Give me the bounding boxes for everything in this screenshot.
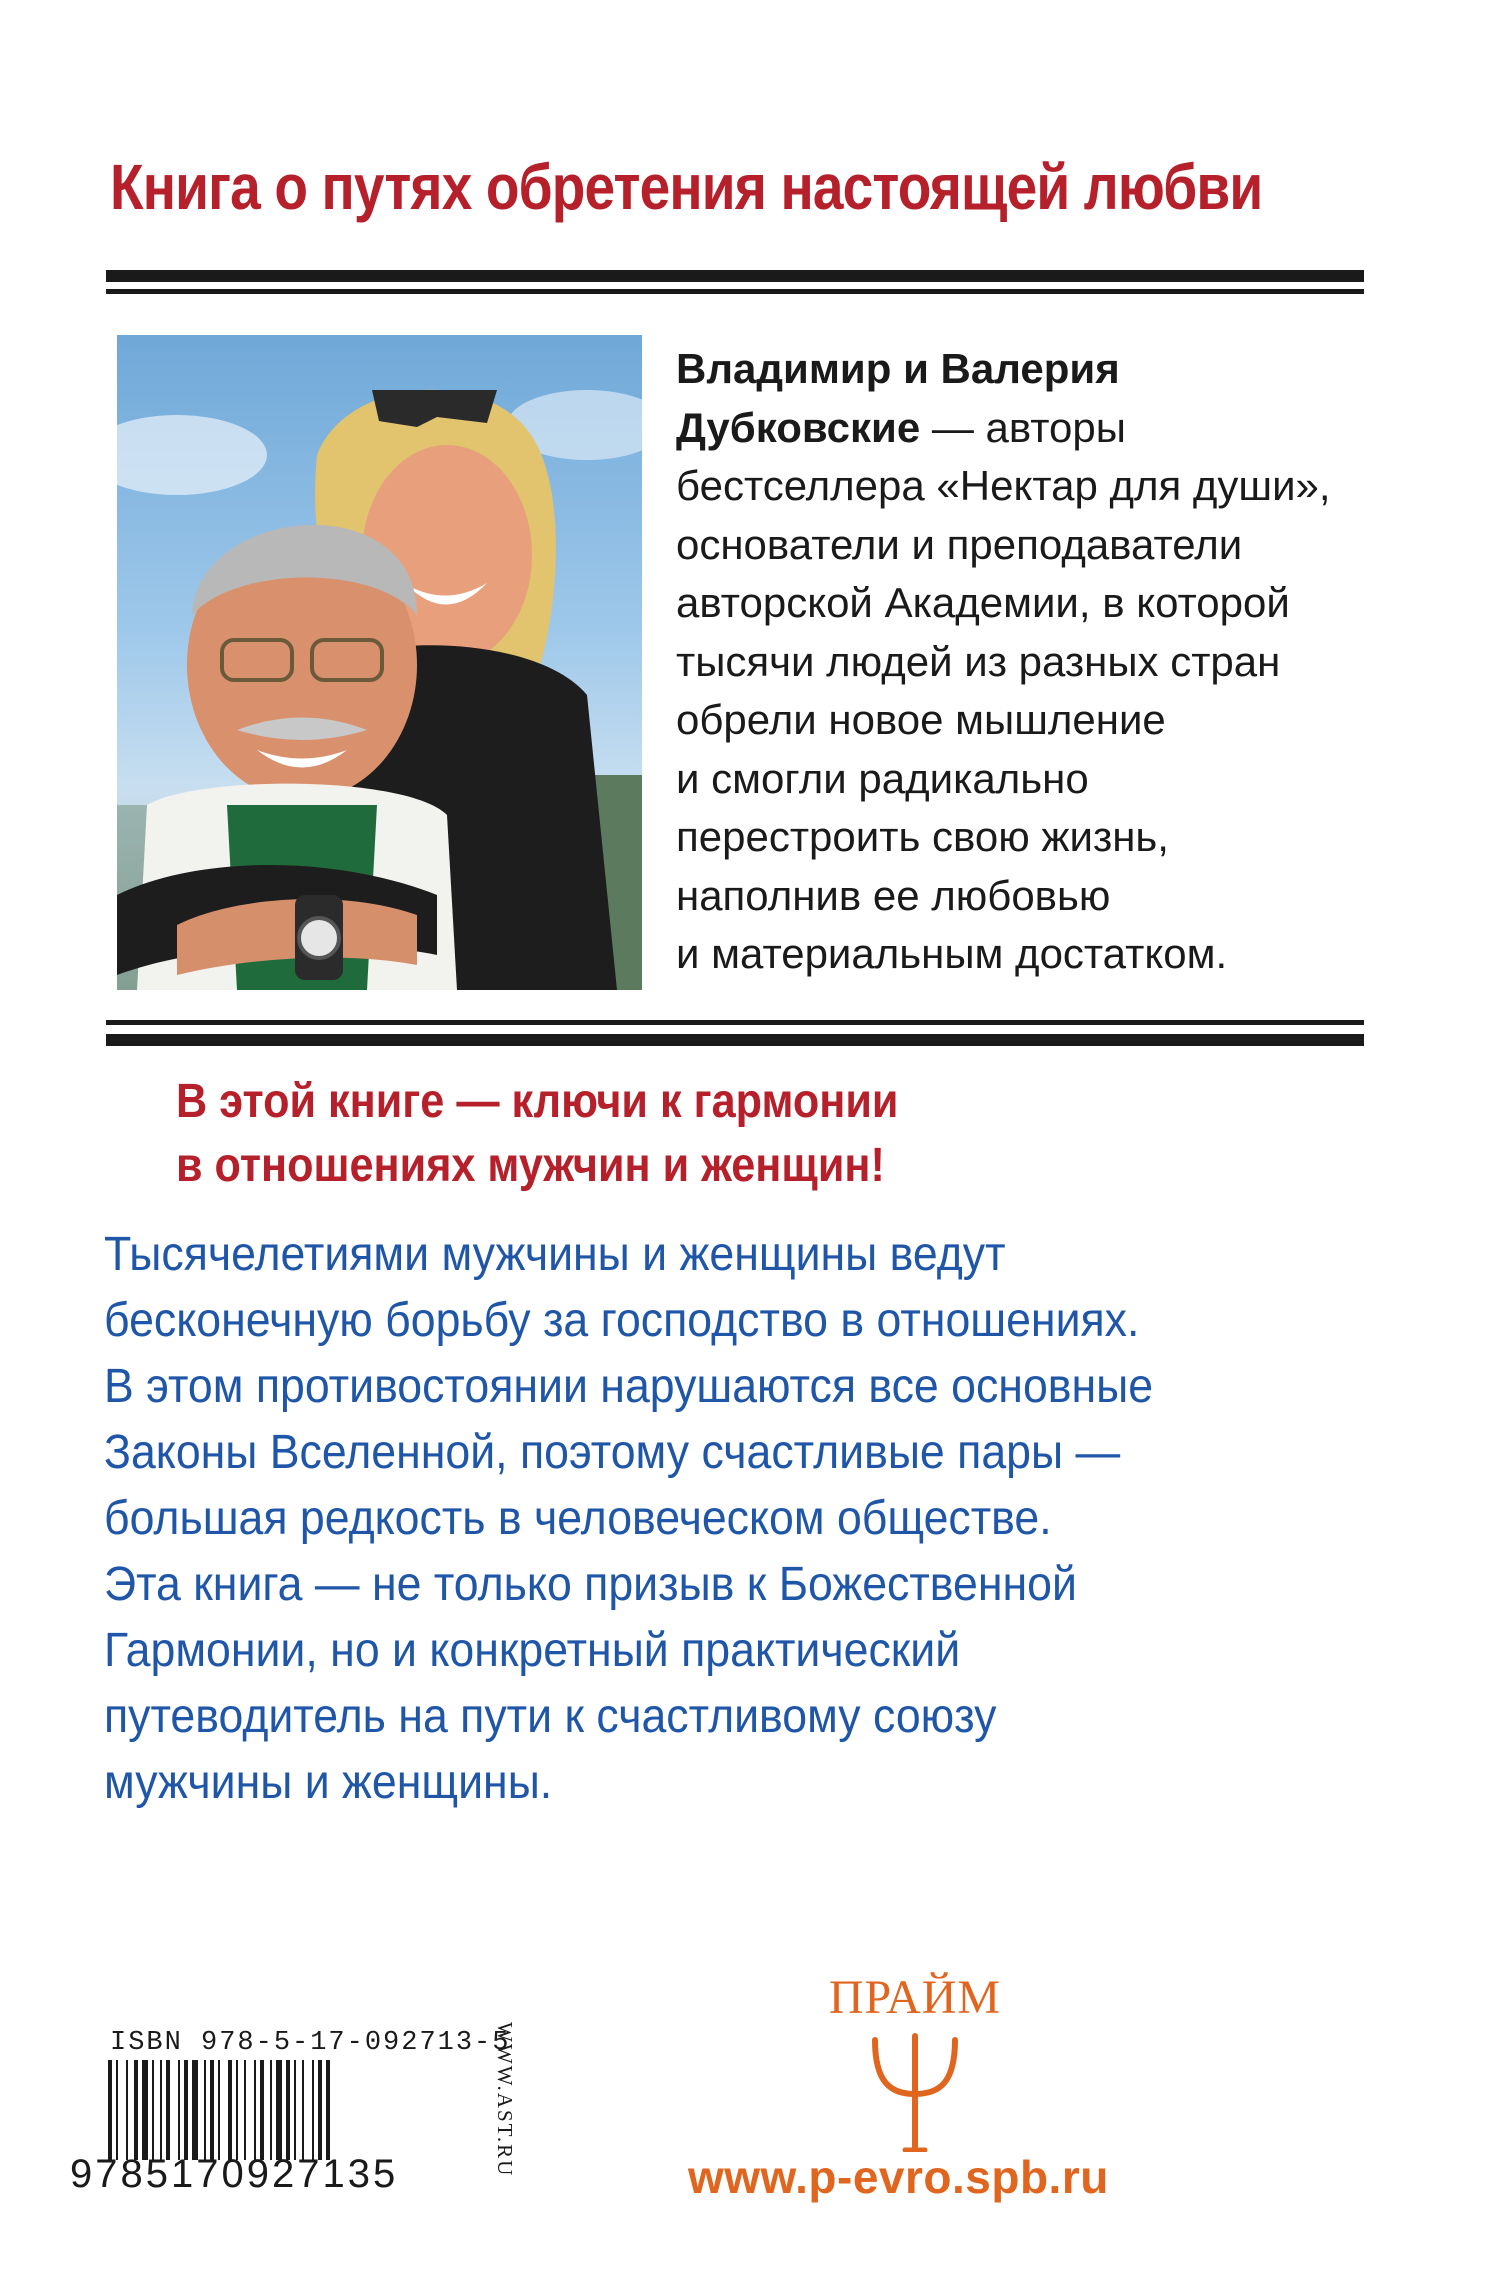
barcode-bar — [126, 2060, 128, 2160]
tagline-line: в отношениях мужчин и женщин! — [176, 1139, 885, 1192]
divider-top-thin — [106, 289, 1364, 294]
publisher-logo — [800, 1970, 1030, 2170]
publisher-name: ПРАЙМ — [828, 1971, 1002, 2024]
description-line: Гармонии, но и конкретный практический — [104, 1624, 961, 1677]
barcode-number: 9785170927135 — [70, 2152, 399, 2196]
barcode-bar — [192, 2060, 198, 2160]
barcode-bar — [166, 2060, 170, 2160]
barcode-bar — [152, 2060, 154, 2160]
author-names: Владимир и Валерия — [676, 345, 1120, 392]
divider-top-thick — [106, 270, 1364, 282]
barcode-bar — [302, 2060, 304, 2160]
bio-line: тысячи людей из разных стран — [676, 637, 1281, 685]
divider-bottom-thick — [106, 1034, 1364, 1046]
barcode-bar — [160, 2060, 162, 2160]
barcode — [108, 2060, 438, 2160]
description-line: мужчины и женщины. — [104, 1756, 553, 1809]
barcode-bar — [276, 2060, 282, 2160]
author-surname: Дубковские — [676, 403, 921, 451]
barcode-bar — [244, 2060, 246, 2160]
book-headline: Книга о путях обретения настоящей любви — [110, 151, 1263, 223]
description-line: большая редкость в человеческом обществе. — [104, 1492, 1052, 1545]
barcode-bar — [134, 2060, 138, 2160]
bio-line: основатели и преподаватели — [676, 520, 1243, 568]
barcode-bar — [286, 2060, 290, 2160]
barcode-bar — [326, 2060, 330, 2160]
barcode-bar — [210, 2060, 214, 2160]
barcode-bar — [116, 2060, 118, 2160]
description-line: В этом противостоянии нарушаются все основные — [104, 1360, 1154, 1413]
barcode-bar — [270, 2060, 272, 2160]
book-description — [104, 1222, 1313, 1816]
bio-first-line: — авторы — [920, 403, 1126, 451]
barcode-bar — [178, 2060, 180, 2160]
barcode-bar — [204, 2060, 206, 2160]
barcode-bar — [254, 2060, 256, 2160]
bio-line: бестселлера «Нектар для души», — [676, 462, 1331, 509]
divider-bottom-thin — [106, 1020, 1364, 1025]
bio-line: и смогли радикально — [676, 754, 1089, 802]
barcode-bar — [108, 2060, 112, 2160]
bio-line: наполнив ее любовью — [676, 871, 1111, 919]
tagline — [176, 1070, 1256, 1198]
barcode-bar — [236, 2060, 238, 2160]
barcode-bar — [218, 2060, 220, 2160]
barcode-bar — [318, 2060, 322, 2160]
description-line: Тысячелетиями мужчины и женщины ведут — [104, 1228, 1006, 1281]
barcode-bar — [142, 2060, 148, 2160]
barcode-bar — [260, 2060, 264, 2160]
bio-line: перестроить свою жизнь, — [676, 813, 1169, 860]
description-line: бесконечную борьбу за господство в отношениях. — [104, 1294, 1140, 1347]
tagline-line: В этой книге — ключи к гармонии — [176, 1075, 899, 1128]
bio-line: авторской Академии, в которой — [676, 579, 1290, 626]
side-url: WWW.AST.RU — [493, 2022, 517, 2178]
barcode-bar — [312, 2060, 314, 2160]
description-line: Законы Вселенной, поэтому счастливые пары — — [104, 1426, 1121, 1479]
description-line: Эта книга — не только призыв к Божественной — [104, 1558, 1077, 1611]
author-bio — [676, 340, 1376, 984]
isbn-label: ISBN 978-5-17-092713-5 — [110, 2028, 511, 2058]
barcode-bar — [294, 2060, 296, 2160]
bio-line: и материальным достатком. — [676, 930, 1228, 977]
psi-logo-icon — [865, 2032, 965, 2152]
author-couple-photo — [117, 335, 642, 990]
description-line: путеводитель на пути к счастливому союзу — [104, 1690, 997, 1743]
barcode-bar — [184, 2060, 188, 2160]
barcode-bar — [228, 2060, 232, 2160]
bio-line: обрели новое мышление — [676, 696, 1166, 743]
publisher-url: www.p-evro.spb.ru — [688, 2151, 1109, 2203]
